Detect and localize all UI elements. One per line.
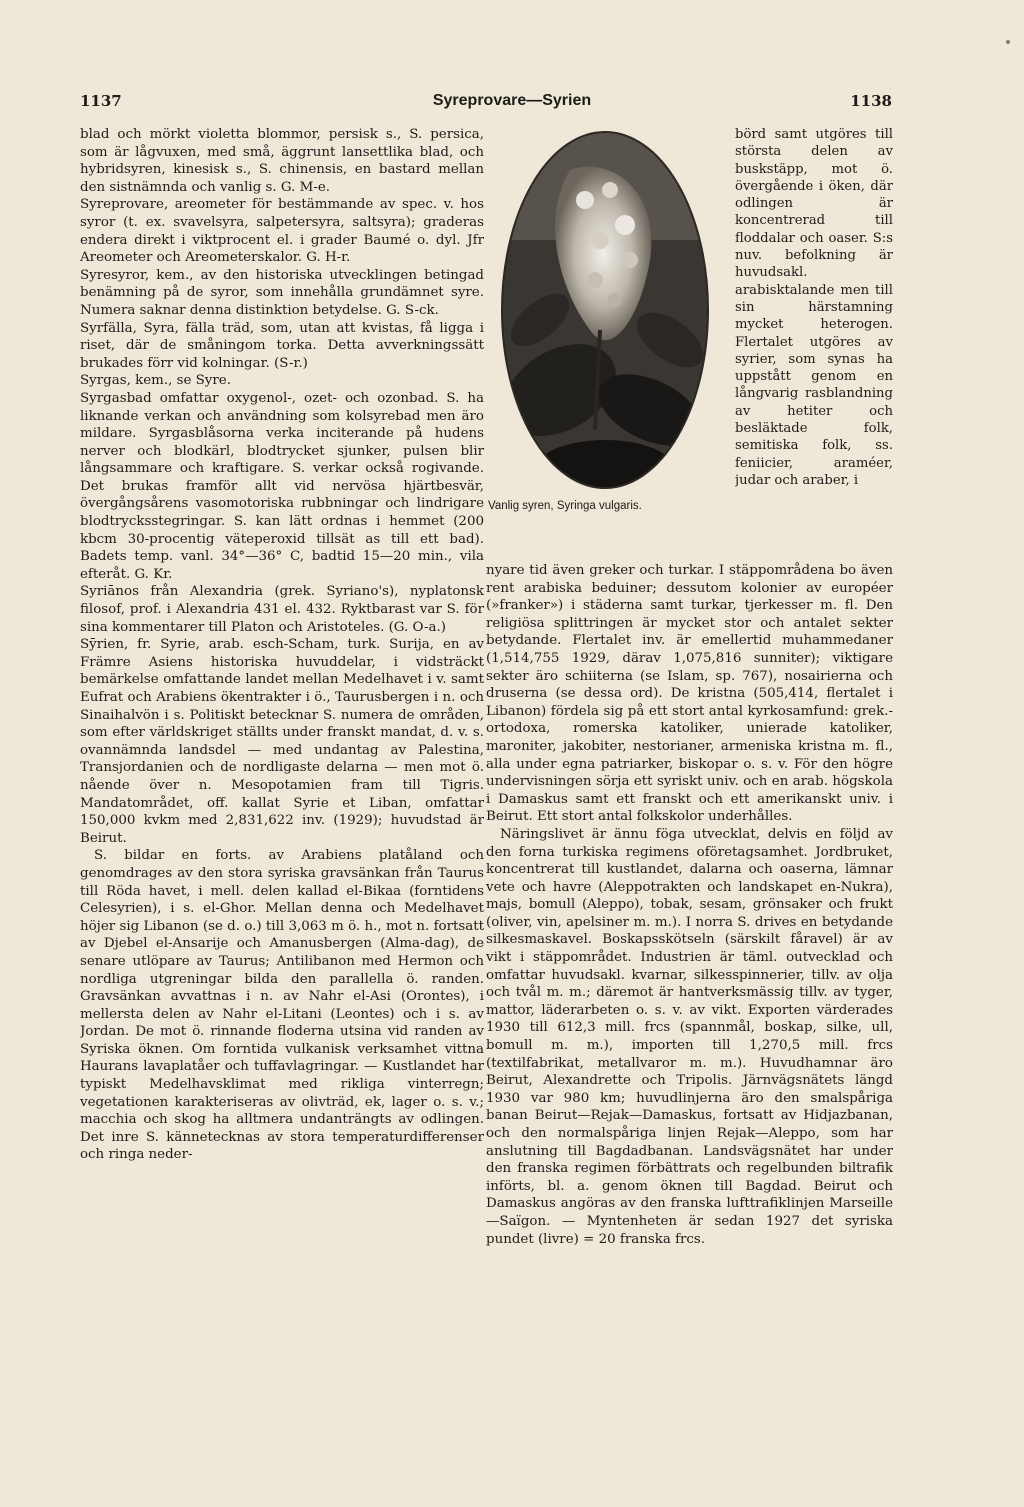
article-paragraph: Syresyror, kem., av den historiska utvecklingen betingad benämning på de syror, som innehålla grundämnet syre. Numera saknar denna distinktion betydelse. G. S-ck. bbox=[80, 267, 484, 318]
right-column-top bbox=[735, 126, 893, 561]
page-number-right: 1138 bbox=[850, 92, 892, 110]
article-paragraph: Syriānos från Alexandria (grek. Syriano's), nyplatonsk filosof, prof. i Alexandria 431 el. 432. Ryktbarast var S. för sina kommentarer till Platon och Aristoteles. (G. O-a.) bbox=[80, 584, 484, 635]
photo-caption: Vanlig syren, Syringa vulgaris. bbox=[488, 500, 642, 512]
lilac-photo bbox=[500, 130, 710, 490]
article-paragraph: Syrgas, kem., se Syre. bbox=[80, 373, 231, 389]
article-paragraph: börd samt utgöres till största delen av buskstäpp, mot ö. övergående i öken, där odlingen är koncentrerad till floddalar och oaser. S:s nuv. befolkning är huvudsakl. arabisktalande men till sin härstamning mycket heterogen. Flertalet utgöres av syrier, som synas ha uppstått genom en långvarig rasblandning av hetiter och besläktade folk, semitiska folk, ss. feniicier, araméer, judar och araber, i bbox=[735, 127, 893, 488]
page-speck bbox=[1006, 40, 1010, 44]
article-paragraph: Syrfälla, Syra, fälla träd, som, utan att kvistas, få ligga i riset, där de småningom torka. Detta avverkningssätt brukades förr vid kolningar. (S-r.) bbox=[80, 320, 484, 371]
left-column bbox=[80, 126, 484, 1406]
article-paragraph: S. bildar en forts. av Arabiens platåland och genomdrages av den stora syriska gravsänkan från Taurus till Röda havet, i mell. delen kallad el-Bikaa (forntidens Celesyrien), i s. el-Ghor. Mellan denna och Medelhavet höjer sig Libanon (se d. o.) till 3,063 m ö. h., mot n. fortsatt av Djebel el-Ansarije och Amanusbergen (Alma-dag), de senare utlöpare av Taurus; Antilibanon med Hermon och nordliga utgreningar bilda den parallella ö. randen. Gravsänkan avvattnas i n. av Nahr el-Asi (Orontes), i mellersta delen av Nahr el-Litani (Leontes) och i s. av Jordan. De mot ö. rinnande floderna utsina vid randen av Syriska öknen. Om forntida vulkanisk verksamhet vittna Haurans lavaplatåer och tuffavlagringar. — Kustlandet har typiskt Medelhavsklimat med rikliga vinterregn; vegetationen karakteriseras av olivträd, ek, lager o. s. v.; macchia och skog ha alltmera undanträngts av odlingen. Det inre S. kännetecknas av stora temperaturdifferenser och ringa neder- bbox=[80, 848, 484, 1163]
article-paragraph: nyare tid även greker och turkar. I stäppområdena bo även rent arabiska beduiner; dessutom kolonier av européer (»franker») i städerna samt turkar, tjerkesser m. fl. Den religiösa splittringen är mycket stor och antalet sekter betydande. Flertalet inv. är emellertid muhammedaner (1,514,755 1929, därav 1,075,816 sunniter); viktigare sekter äro schiiterna (se Islam, sp. 767), nosairierna och druserna (se dessa ord). De kristna (505,414, flertalet i Libanon) fördela sig på ett stort antal kyrkosamfund: grek.-ortodoxa, romerska katoliker, unierade katoliker, maroniter, jakobiter, nestorianer, armeniska kristna m. fl., alla under egna patriarker, biskopar o. s. v. För den högre undervisningen sörja ett syriskt univ. och en arab. högskola i Damaskus samt ett franskt och ett amerikanskt univ. i Beirut. Ett stort antal folkskolor underhålles. bbox=[486, 563, 893, 825]
running-title: Syreprovare—Syrien bbox=[432, 92, 592, 109]
right-column bbox=[486, 562, 893, 1407]
page-number-left: 1137 bbox=[80, 92, 122, 110]
article-paragraph: blad och mörkt violetta blommor, persisk s., S. persica, som är lågvuxen, med små, äggrunt lansettlika blad, och hybridsyren, kinesisk s., S. chinensis, en bastard mellan den sistnämnda och vanlig s. G. M-e. bbox=[80, 127, 484, 195]
article-paragraph: Sȳrien, fr. Syrie, arab. esch-Scham, turk. Surija, en av Främre Asiens historiska huvuddelar, i vidsträckt bemärkelse omfattande landet mellan Medelhavet i v. samt Eufrat och Arabiens ökentrakter i ö., Taurusbergen i n. och Sinaihalvön i s. Politiskt betecknar S. numera de områden, som efter världskriget ställts under franskt mandat, d. v. s. ovannämnda landsdel — med undantag av Palestina, Transjordanien och de nordligaste delarna — men mot ö. nående över n. Mesopotamien fram till Tigris. Mandatområdet, off. kallat Syrie et Liban, omfattar 150,000 kvkm med 2,831,622 inv. (1929); huvudstad är Beirut. bbox=[80, 637, 484, 846]
article-paragraph: Näringslivet är ännu föga utvecklat, delvis en följd av den forna turkiska regimens oföretagsamhet. Jordbruket, koncentrerat till kustlandet, dalarna och oaserna, lämnar vete och havre (Aleppotrakten och landskapet en-Nukra), majs, bomull (Aleppo), tobak, sesam, grönsaker och frukt (oliver, vin, apelsiner m. m.). I norra S. drives en betydande silkesmaskavel. Boskapsskötseln (särskilt fåravel) är av vikt i stäppområdet. Industrien är täml. outvecklad och omfattar huvudsakl. kvarnar, silkesspinnerier, tillv. av olja och tvål m. m.; däremot är hantverksmässig tillv. av tyger, mattor, läderarbeten o. s. v. av vikt. Exporten värderades 1930 till 612,3 mill. frcs (spannmål, boskap, silke, ull, bomull m. m.), importen till 1,270,5 mill. frcs (textilfabrikat, metallvaror m. m.). Huvudhamnar äro Beirut, Alexandrette och Tripolis. Järnvägsnätets längd 1930 var 980 km; huvudlinjerna äro den smalspåriga banan Beirut—Rejak—Damaskus, fortsatt av Hidjazbanan, och den normalspåriga linjen Rejak—Aleppo, som har anslutning till Bagdadbanan. Landsvägsnätet har under den franska regimen förbättrats och regelbunden biltrafik införts, bl. a. genom öknen till Bagdad. Beirut och Damaskus angöras av den franska lufttrafiklinjen Marseille—Saïgon. — Myntenheten är sedan 1927 det syriska pundet (livre) = 20 franska frcs. bbox=[486, 826, 893, 1247]
article-paragraph: Syrgasbad omfattar oxygenol-, ozet- och ozonbad. S. ha liknande verkan och användning som kolsyrebad men äro mildare. Syrgasblåsorna verka inciterande på hudens nerver och blodkärl, blodtrycket sjunker, pulsen blir långsammare och kraftigare. S. verkar också rogivande. Det brukas framför allt vid nervösa hjärtbesvär, övergångsårens vasomotoriska rubbningar och lindrigare blodtrycksstegringar. S. kan lätt ordnas i hemmet (200 kbcm 30-procentig väteperoxid tillsät as till ett bad). Badets temp. vanl. 34°—36° C, badtid 15—20 min., vila efteråt. G. Kr. bbox=[80, 390, 484, 582]
article-paragraph: Syreprovare, areometer för bestämmande av spec. v. hos syror (t. ex. svavelsyra, salpetersyra, saltsyra); graderas endera direkt i viktprocent el. i grader Baumé o. dyl. Jfr Areometer och Areometerskalor. G. H-r. bbox=[80, 197, 484, 266]
